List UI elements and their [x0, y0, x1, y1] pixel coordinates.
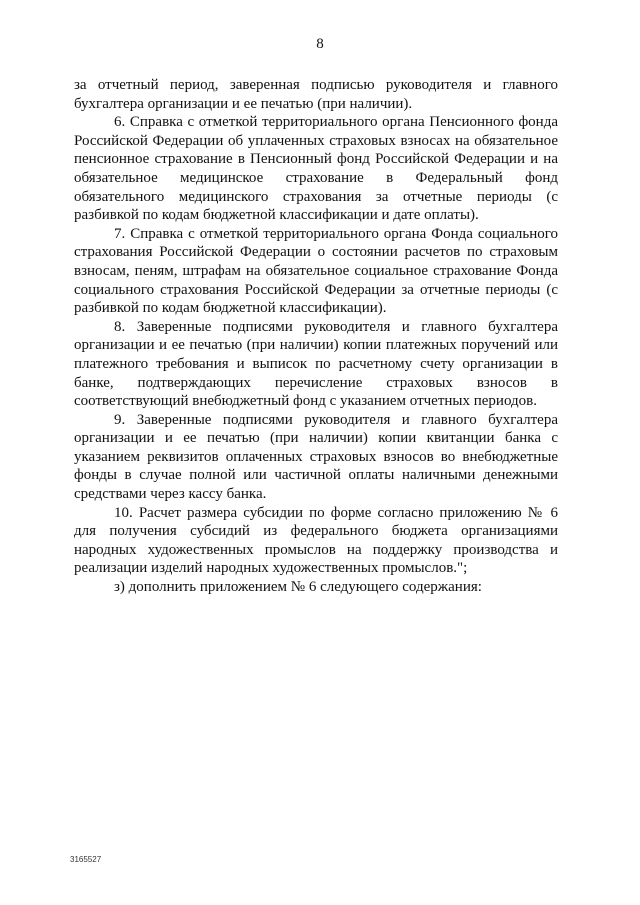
- page-number: 8: [316, 36, 324, 52]
- paragraph-item-8: 8. Заверенные подписями руководителя и главного бухгалтера организации и ее печатью (при наличии) копии платежных поручений или платежного требования и выписок по расчетному счету организации в банке, подтверждающих перечисление страховых взносов в соответствующий внебюджетный фонд с указанием отчетных периодов.: [74, 318, 558, 410]
- paragraph-item-6: 6. Справка с отметкой территориального органа Пенсионного фонда Российской Федерации об уплаченных страховых взносах на обязательное пенсионное страхование в Пенсионный фонд Российской Федерации и на обязательное медицинское страхование в Федеральный фонд обязательного медицинского страхования за отчетные периоды (с разбивкой по кодам бюджетной классификации и дате оплаты).: [74, 114, 558, 224]
- paragraph-item-10: 10. Расчет размера субсидии по форме согласно приложению № 6 для получения субсидий из федерального бюджета организациями народных художественных промыслов на поддержку производства и реализации изделий народных художественных промыслов.";: [74, 504, 558, 577]
- document-body: [74, 76, 558, 597]
- paragraph-continuation: за отчетный период, заверенная подписью руководителя и главного бухгалтера организации и ее печатью (при наличии).: [74, 77, 558, 112]
- paragraph-item-7: 7. Справка с отметкой территориального органа Фонда социального страхования Российской Федерации о состоянии расчетов по страховым взносам, пеням, штрафам на обязательное социальное страхование Фонда социального страхования Российской Федерации за отчетные периоды (с разбивкой по кодам бюджетной классификации).: [74, 225, 558, 317]
- paragraph-item-9: 9. Заверенные подписями руководителя и главного бухгалтера организации и ее печатью (при наличии) копии квитанции банка с указанием реквизитов оплаченных страховых взносов во внебюджетные фонды в случае полной или частичной оплаты наличными денежными средствами через кассу банка.: [74, 411, 558, 503]
- document-id: 3165527: [70, 855, 102, 864]
- paragraph-amendment-z: з) дополнить приложением № 6 следующего содержания:: [114, 579, 482, 596]
